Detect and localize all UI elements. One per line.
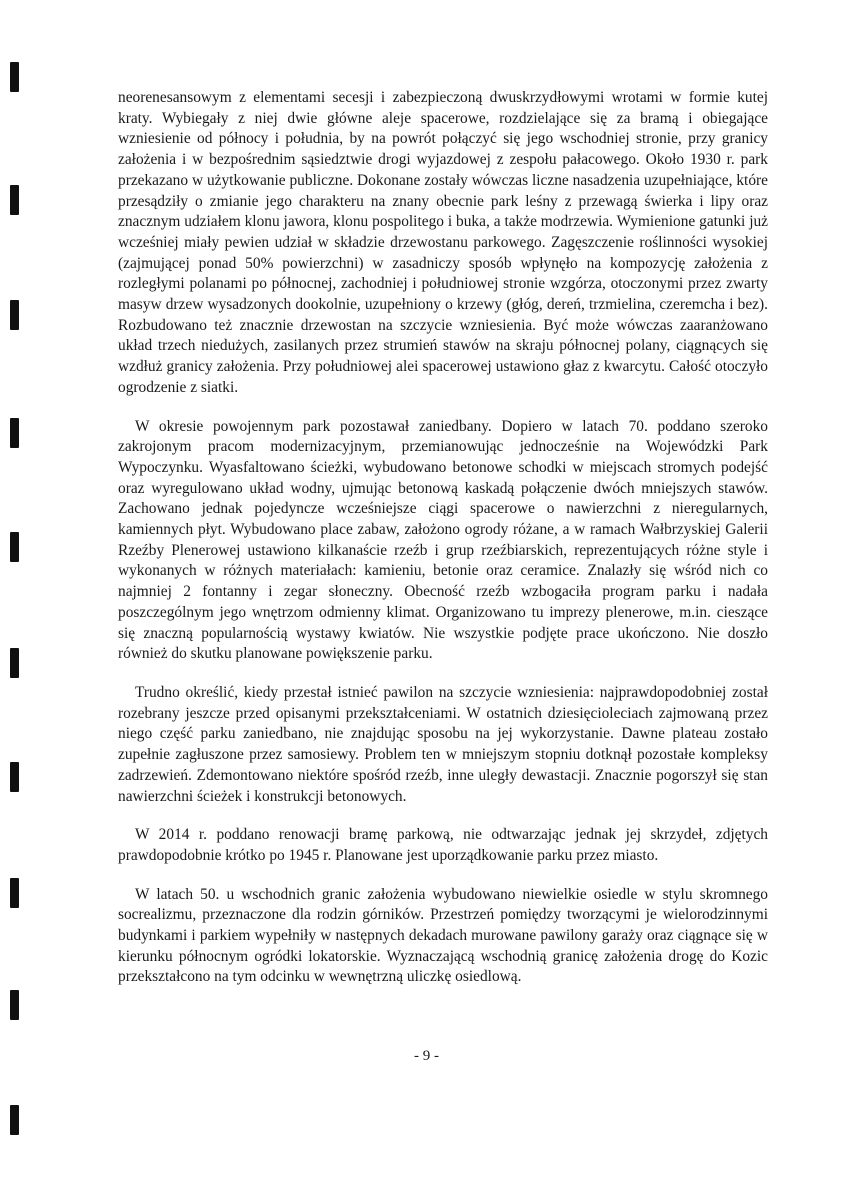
binder-mark: [10, 990, 19, 1020]
binder-mark: [10, 878, 19, 908]
binder-mark: [10, 418, 19, 448]
document-body: [118, 88, 768, 1006]
paragraph: W 2014 r. poddano renowacji bramę parkową, nie odtwarzając jednak jej skrzydeł, zdjętych prawdopodobnie krótko po 1945 r. Planowane jest uporządkowanie parku przez miasto.: [118, 826, 768, 864]
paragraph: W latach 50. u wschodnich granic założenia wybudowano niewielkie osiedle w stylu skromnego socrealizmu, przeznaczone dla rodzin górników. Przestrzeń pomiędzy tworzącymi je wielorodzinnymi budynkami i parkiem wypełniły w następnych dekadach murowane pawilony garaży oraz ciągnące się w kierunku północnym ogródki lokatorskie. Wyznaczającą wschodnią granicę założenia drogę do Kozic przekształcono na tym odcinku w wewnętrzną uliczkę osiedlową.: [118, 885, 768, 986]
binder-mark: [10, 62, 19, 92]
binder-mark: [10, 1105, 19, 1135]
binder-mark: [10, 762, 19, 792]
paragraph: W okresie powojennym park pozostawał zaniedbany. Dopiero w latach 70. poddano szeroko zakrojonym pracom modernizacyjnym, przemianowując jednocześnie na Wojewódzki Park Wypoczynku. Wyasfaltowano ścieżki, wybudowano betonowe schodki w miejscach stromych podejść oraz wyregulowano układ wodny, ujmując betonową kaskadą połączenie dwóch mniejszych stawów. Zachowano jednak pojedyncze wcześniejsze ciągi spacerowe o nawierzchni z nieregularnych, kamiennych płyt. Wybudowano place zabaw, założono ogrody różane, a w ramach Wałbrzyskiej Galerii Rzeźby Plenerowej ustawiono kilkanaście rzeźb i grup rzeźbiarskich, reprezentujących różne style i wykonanych w różnych materiałach: kamieniu, betonie oraz ceramice. Znalazły się wśród nich co najmniej 2 fontanny i zegar słoneczny. Obecność rzeźb wzbogaciła program parku i nadała poszczególnym jego wnętrzom odmienny klimat. Organizowano tu imprezy plenerowe, m.in. cieszące się znaczną popularnością wystawy kwiatów. Nie wszystkie podjęte prace ukończono. Nie doszło również do skutku planowane powiększenie parku.: [118, 417, 768, 663]
binder-mark: [10, 648, 19, 678]
paragraph: neorenesansowym z elementami secesji i zabezpieczoną dwuskrzydłowymi wrotami w formie kutej kraty. Wybiegały z niej dwie główne aleje spacerowe, rozdzielające się za bramą i obiegające wzniesienie od północy i południa, by na powrót połączyć się jego wschodniej stronie, przy granicy założenia i w bezpośrednim sąsiedztwie drogi wyjazdowej z zespołu pałacowego. Około 1930 r. park przekazano w użytkowanie publiczne. Dokonane zostały wówczas liczne nasadzenia uzupełniające, które przesądziły o zmianie jego charakteru na znany obecnie park leśny z przewagą świerka i lipy oraz znacznym udziałem klonu jawora, klonu pospolitego i buka, a także modrzewia. Wymienione gatunki już wcześniej miały pewien udział w składzie drzewostanu parkowego. Zagęszczenie roślinności wysokiej (zajmującej ponad 50% powierzchni) w zasadniczy sposób wpłynęło na kompozycję założenia z rozległymi polanami po północnej, zachodniej i południowej stronie wzgórza, otoczonymi przez zwarty masyw drzew wysadzonych dookolnie, uzupełniony o krzewy (głóg, dereń, trzmielina, czeremcha i bez). Rozbudowano też znacznie drzewostan na szczycie wzniesienia. Być może wówczas zaaranżowano układ trzech niedużych, zasilanych przez strumień stawów na skraju północnej polany, ciągnących się wzdłuż granicy założenia. Przy południowej alei spacerowej ustawiono głaz z kwarcytu. Całość otoczyło ogrodzenie z siatki.: [118, 89, 768, 396]
paragraph: Trudno określić, kiedy przestał istnieć pawilon na szczycie wzniesienia: najprawdopodobniej został rozebrany jeszcze przed opisanymi przekształceniami. W ostatnich dziesięcioleciach zajmowaną przez niego część parku zaniedbano, nie znajdując sposobu na jej wykorzystanie. Dawne plateau zostało zupełnie zagłuszone przez samosiewy. Problem ten w mniejszym stopniu dotknął pozostałe kompleksy zadrzewień. Zdemontowano niektóre spośród rzeźb, inne uległy dewastacji. Znacznie pogorszył się stan nawierzchni ścieżek i konstrukcji betonowych.: [118, 683, 768, 805]
binder-mark: [10, 532, 19, 562]
page-number: - 9 -: [414, 1048, 439, 1064]
binder-mark: [10, 300, 19, 330]
binder-mark: [10, 185, 19, 215]
